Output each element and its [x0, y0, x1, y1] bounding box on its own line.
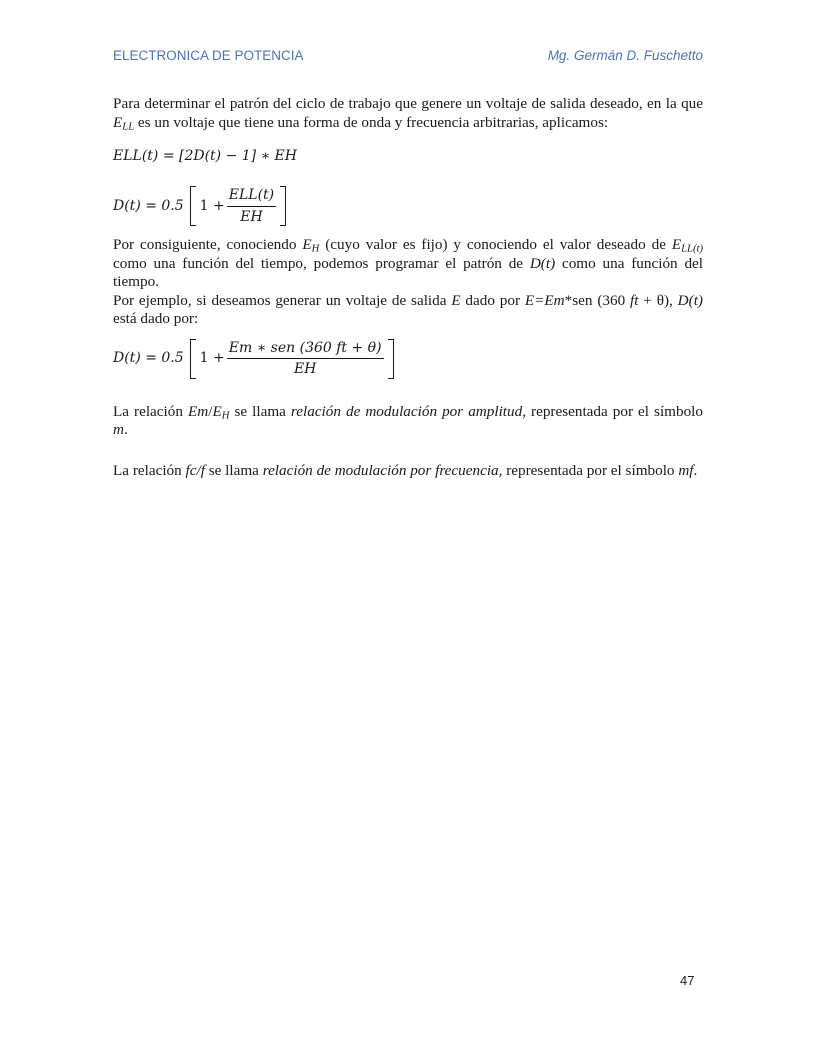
- text: se llama: [204, 461, 263, 479]
- text: .: [123, 421, 128, 438]
- text: (cuyo valor es fijo) y conociendo el valor deseado de: [319, 236, 672, 253]
- text: está dado por:: [113, 310, 199, 327]
- page-number: 47: [680, 973, 695, 988]
- paragraph-consequence: [113, 236, 703, 292]
- text: .: [693, 461, 698, 479]
- text: *sen (360: [564, 291, 631, 309]
- right-bracket: [388, 339, 394, 379]
- denominator: EH: [240, 208, 263, 225]
- subscript: H: [221, 410, 230, 422]
- equation-lhs: D(t) = 0.5: [113, 350, 184, 367]
- symbol-e: E: [113, 113, 123, 131]
- paragraph-frequency-modulation: [113, 462, 703, 481]
- equation-text: ELL(t) = [2D(t) − 1] ∗ EH: [113, 147, 297, 164]
- subscript: LL(t): [681, 243, 703, 255]
- equation-duty-cycle: [113, 184, 703, 228]
- symbol-mf: mf: [678, 461, 694, 479]
- symbol-e: E: [212, 402, 222, 420]
- paragraph-example: [113, 292, 703, 329]
- equation-duty-cycle-sine: [113, 337, 703, 381]
- symbol-e: E: [671, 236, 682, 253]
- term: relación de modulación por frecuencia,: [262, 461, 503, 479]
- text: como una función del tiempo, podemos programar el patrón de: [113, 254, 530, 272]
- expression: E=Em: [524, 291, 565, 309]
- symbol-e: E: [302, 236, 312, 253]
- subscript: H: [311, 243, 320, 255]
- paragraph-amplitude-modulation: [113, 403, 703, 440]
- term: relación de modulación por amplitud: [290, 402, 523, 420]
- text: + θ),: [638, 291, 678, 309]
- symbol-em: Em: [187, 402, 209, 420]
- symbol-m: m: [113, 421, 124, 438]
- text: como una función del tiempo.: [113, 254, 703, 290]
- text: , representada por el símbolo: [522, 402, 703, 420]
- text: La relación: [113, 461, 186, 479]
- numerator: ELL(t): [227, 186, 276, 207]
- text: Por consiguiente, conociendo: [113, 236, 303, 253]
- text: Por ejemplo, si deseamos generar un voltaje de salida: [113, 291, 452, 309]
- course-title: ELECTRONICA DE POTENCIA: [113, 48, 304, 63]
- text: dado por: [460, 291, 525, 309]
- paragraph-intro: [113, 95, 703, 132]
- text: es un voltaje que tiene una forma de onda y frecuencia arbitrarias, aplicamos:: [134, 113, 609, 131]
- author-name: Mg. Germán D. Fuschetto: [547, 48, 703, 63]
- symbol-dt: D(t): [529, 254, 556, 272]
- symbol-ft: ft: [630, 291, 639, 309]
- fraction: [227, 186, 276, 226]
- left-bracket: [190, 339, 196, 379]
- subscript: LL: [122, 121, 135, 133]
- text: La relación: [113, 402, 188, 420]
- symbol-dt: D(t): [677, 291, 703, 309]
- one-plus: 1 +: [199, 350, 225, 367]
- fraction: [227, 339, 384, 379]
- symbol-e: E: [451, 291, 461, 309]
- equation-lhs: D(t) = 0.5: [113, 197, 184, 214]
- text: representada por el símbolo: [502, 461, 679, 479]
- symbol-ratio: fc/f: [185, 461, 205, 479]
- page-header: [113, 48, 703, 63]
- numerator: Em ∗ sen (360 ft + θ): [227, 339, 384, 360]
- equation-ell: [113, 144, 703, 168]
- one-plus: 1 +: [199, 197, 225, 214]
- text: /: [208, 402, 213, 420]
- left-bracket: [190, 186, 196, 226]
- right-bracket: [280, 186, 286, 226]
- text: Para determinar el patrón del ciclo de trabajo que genere un voltaje de salida deseado, en la que: [113, 95, 703, 112]
- denominator: EH: [293, 361, 317, 377]
- text: se llama: [229, 402, 291, 420]
- page-content: [113, 95, 703, 480]
